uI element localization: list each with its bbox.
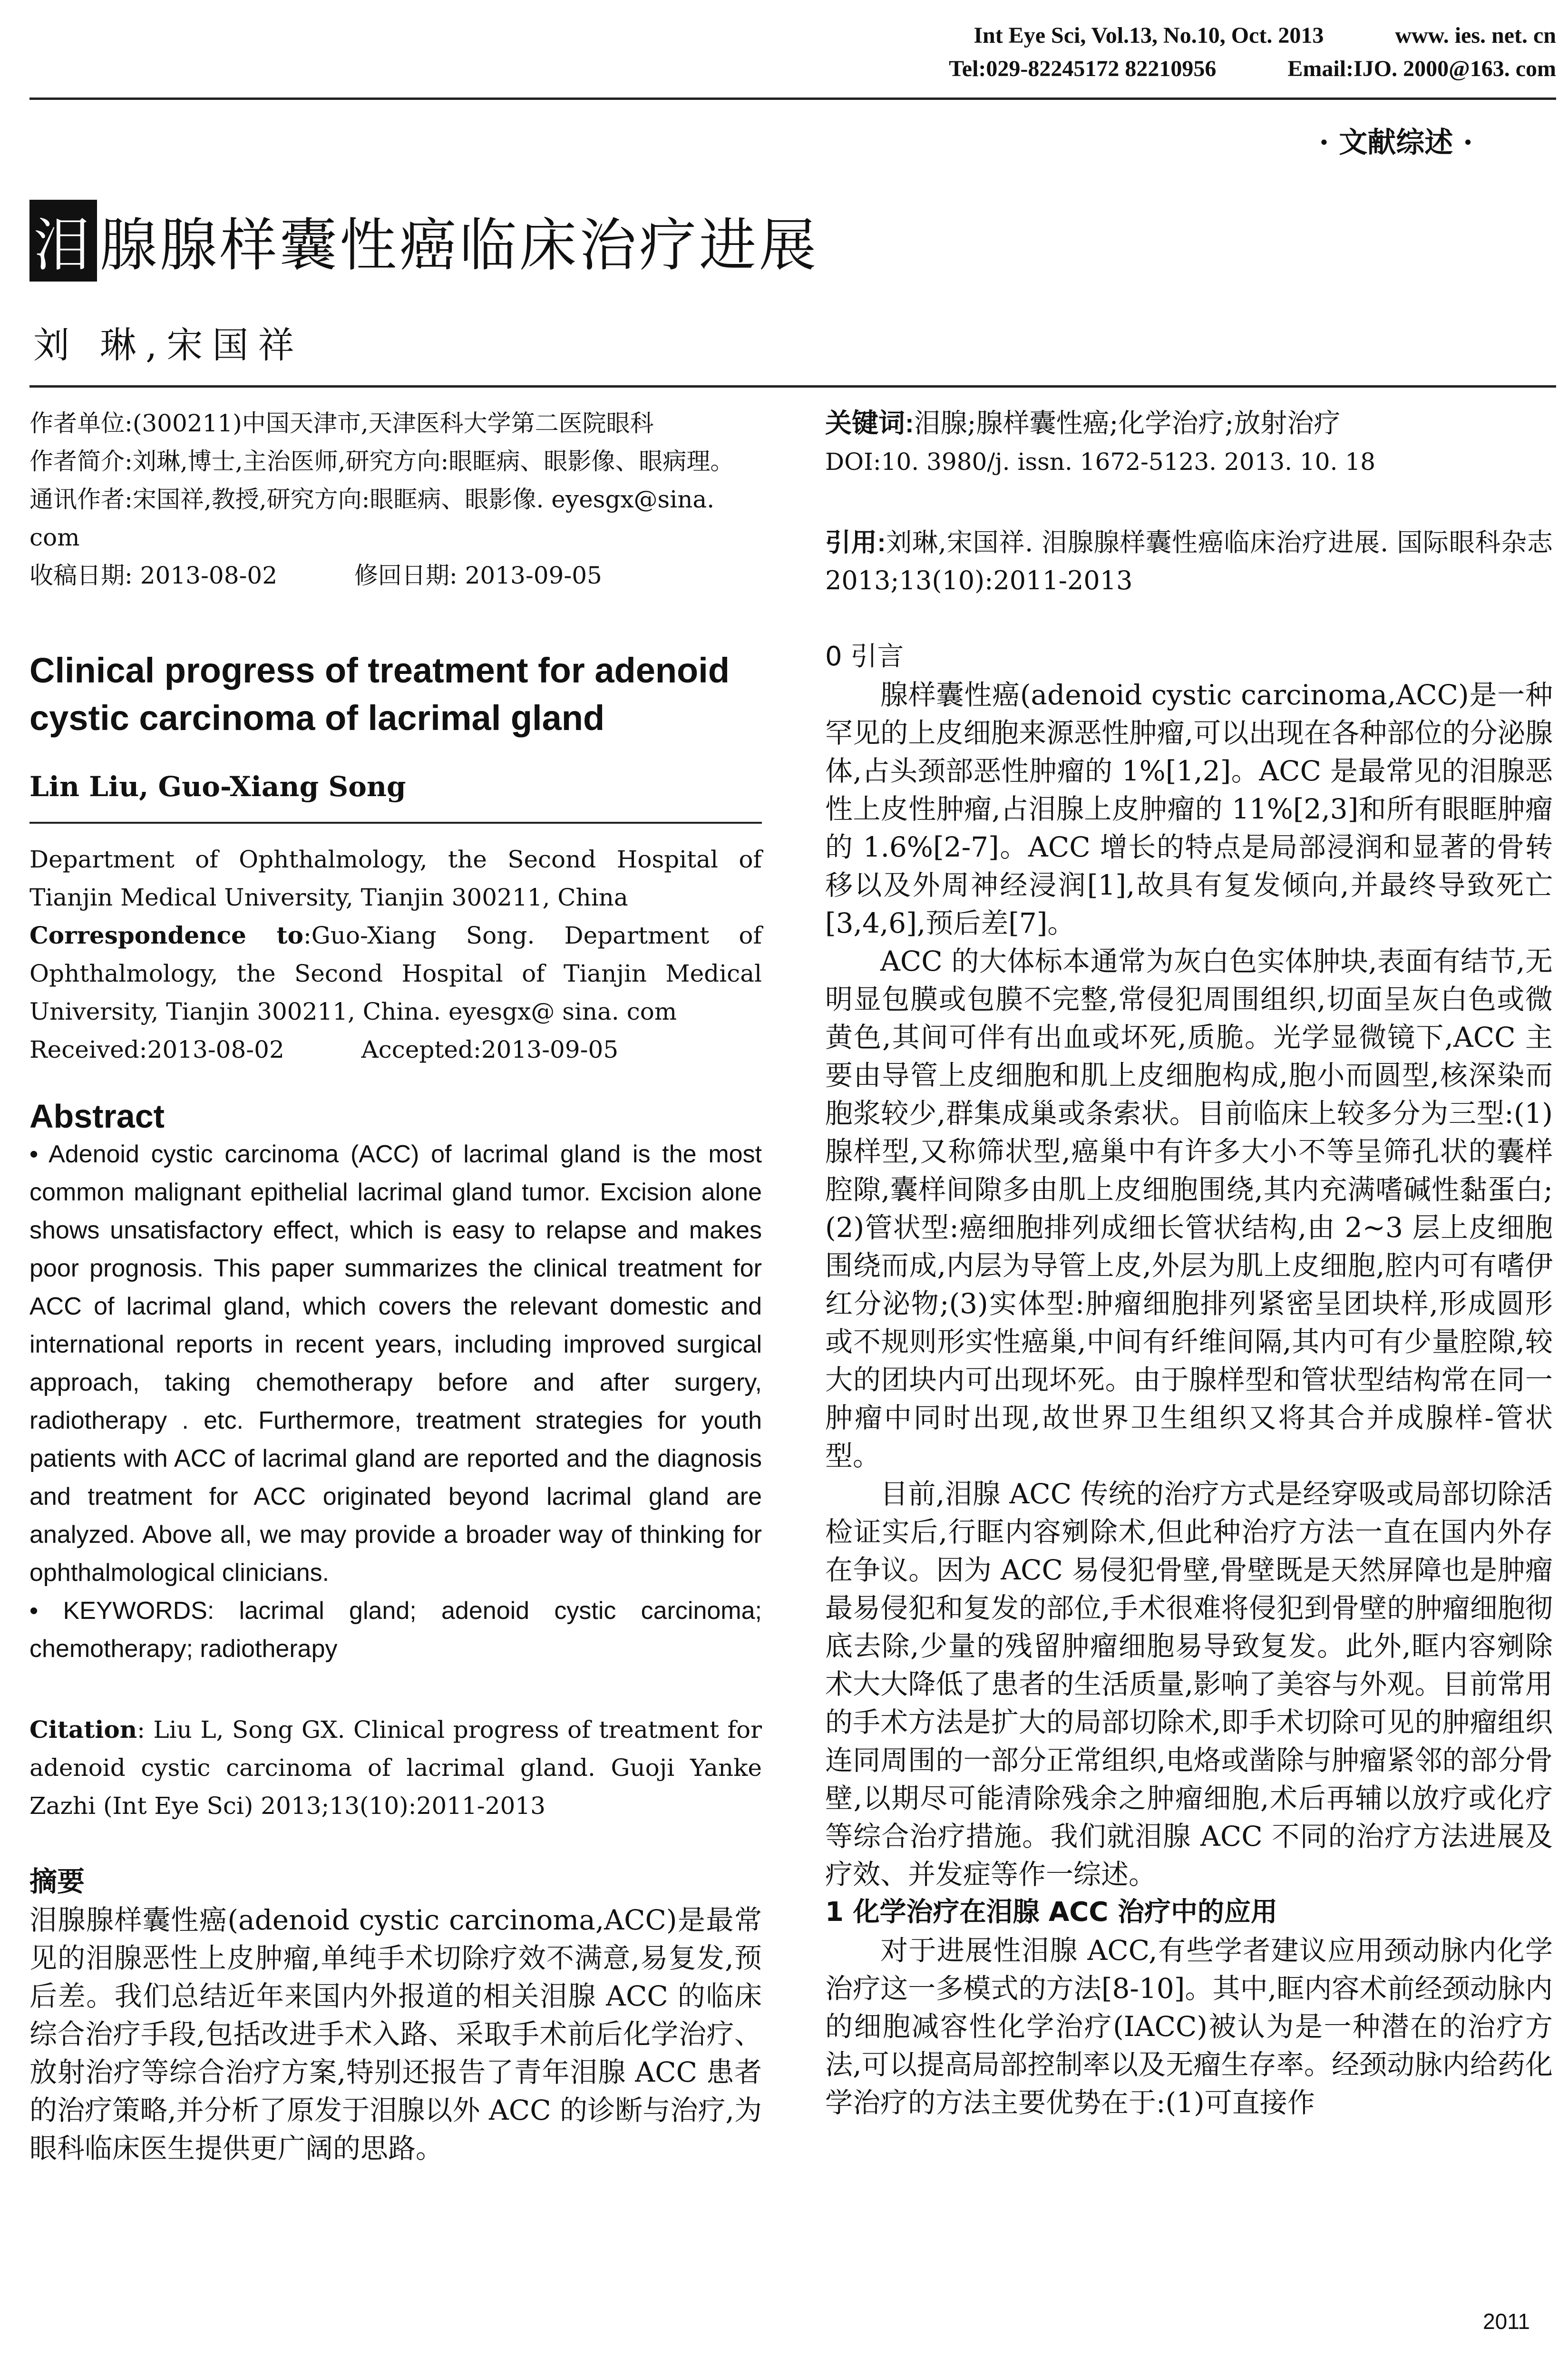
cn-citation-label: 引用: bbox=[825, 528, 886, 557]
dates bbox=[29, 556, 762, 594]
cn-abstract-heading: 摘要 bbox=[29, 1866, 85, 1897]
revised-date: 修回日期: 2013-09-05 bbox=[354, 562, 602, 589]
citation-label: Citation bbox=[29, 1715, 137, 1744]
section-tag: · 文献综述 · bbox=[1319, 126, 1473, 159]
citation bbox=[29, 1711, 762, 1825]
cn-keywords bbox=[825, 404, 1553, 443]
english-authors: Lin Liu, Guo-Xiang Song bbox=[29, 770, 406, 803]
section-1-paragraph-1: 对于进展性泪腺 ACC,有些学者建议应用颈动脉内化学治疗这一多模式的方法[8-10]。其中,眶内容术前经颈动脉内的细胞减容性化学治疗(IACC)被认为是一种潜在的治疗方法,可以提高局部控制率以及无瘤生存率。经颈动脉内给药化学治疗的方法主要优势在于:(1)可直接作 bbox=[825, 1934, 1553, 2119]
cn-keywords-text: 泪腺;腺样囊性癌;化学治疗;放射治疗 bbox=[914, 408, 1341, 439]
title-rule bbox=[29, 385, 1556, 388]
intro-heading: 0 引言 bbox=[825, 641, 904, 672]
intro-paragraph-3: 目前,泪腺 ACC 传统的治疗方式是经穿吸或局部切除活检证实后,行眶内容剜除术,但此种治疗方法一直在国内外存在争议。因为 ACC 易侵犯骨壁,骨壁既是天然屏障也是肿瘤最易侵犯和复发的部位,手术很难将侵犯到骨壁的肿瘤细胞彻底去除,少量的残留肿瘤细胞易导致复发。此外,眶内容剜除术大大降低了患者的生活质量,影响了美容与外观。目前常用的手术方法是扩大的局部切除术,即手术切除可见的肿瘤组织连同周围的一部分正常组织,电烙或凿除与肿瘤紧邻的部分骨壁,以期尽可能清除残余之肿瘤细胞,术后再辅以放疗或化疗等综合治疗措施。我们就泪腺 ACC 不同的治疗方法进展及疗效、并发症等作一综述。 bbox=[825, 1478, 1553, 1890]
en-accepted: Accepted:2013-09-05 bbox=[361, 1036, 619, 1063]
citation-text: : Liu L, Song GX. Clinical progress of treatment for adenoid cystic carcinoma of lacrimal gland. Guoji Yanke Zazhi (Int Eye Sci) 2013;13(10):2011-2013 bbox=[29, 1716, 762, 1820]
journal-info: Int Eye Sci, Vol.13, No.10, Oct. 2013 bbox=[974, 23, 1324, 48]
cn-keywords-label: 关键词: bbox=[825, 408, 914, 438]
affiliation: 作者单位:(300211)中国天津市,天津医科大学第二医院眼科 bbox=[29, 409, 654, 437]
journal-website[interactable]: www. ies. net. cn bbox=[1395, 23, 1556, 48]
cn-citation-text: 刘琳,宋国祥. 泪腺腺样囊性癌临床治疗进展. 国际眼科杂志 2013;13(10):2011-2013 bbox=[825, 527, 1553, 595]
page-number: 2011 bbox=[1483, 2309, 1530, 2334]
title-first-char: 泪 bbox=[29, 200, 97, 282]
section-1-heading: 1 化学治疗在泪腺 ACC 治疗中的应用 bbox=[825, 1897, 1277, 1928]
received-date: 收稿日期: 2013-08-02 bbox=[29, 562, 278, 589]
left-column bbox=[29, 404, 762, 2167]
english-title: Clinical progress of treatment for adenoid cystic carcinoma of lacrimal gland bbox=[29, 651, 730, 738]
journal-tel: Tel:029-82245172 82210956 bbox=[949, 56, 1217, 81]
correspondence bbox=[29, 916, 762, 1031]
correspondence-label: Correspondence to bbox=[29, 921, 303, 949]
cn-citation bbox=[825, 524, 1553, 600]
department: Department of Ophthalmology, the Second Hospital of Tianjin Medical University, Tianjin 300211, China bbox=[29, 846, 762, 911]
keywords-en: • KEYWORDS: lacrimal gland; adenoid cystic carcinoma; chemotherapy; radiotherapy bbox=[29, 1597, 762, 1663]
journal-header bbox=[29, 19, 1556, 86]
authors: 刘 琳,宋国祥 bbox=[33, 324, 304, 366]
en-received: Received:2013-08-02 bbox=[29, 1036, 284, 1063]
abstract-text: • Adenoid cystic carcinoma (ACC) of lacrimal gland is the most common malignant epithelial lacrimal gland tumor. Excision alone shows unsatisfactory effect, which is easy to relapse and makes poor prognosis. This paper summarizes the clinical treatment for ACC of lacrimal gland, which covers the relevant domestic and international reports in recent years, including improved surgical approach, taking chemotherapy before and after surgery, radiotherapy . etc. Furthermore, treatment strategies for youth patients with ACC of lacrimal gland are reported and the diagnosis and treatment for ACC originated beyond lacrimal gland are analyzed. Above all, we may provide a broader way of thinking for ophthalmological clinicians. bbox=[29, 1140, 762, 1587]
correspondence-text: :Guo-Xiang Song. Department of Ophthalmology, the Second Hospital of Tianjin Medical University, Tianjin 300211, China. eyesgx@ sina. com bbox=[29, 922, 762, 1025]
cn-abstract: 泪腺腺样囊性癌(adenoid cystic carcinoma,ACC)是最常见的泪腺恶性上皮肿瘤,单纯手术切除疗效不满意,易复发,预后差。我们总结近年来国内外报道的相关泪腺 ACC 的临床综合治疗手段,包括改进手术入路、采取手术前后化学治疗、放射治疗等综合治疗方案,特别还报告了青年泪腺 ACC 患者的治疗策略,并分析了原发于泪腺以外 ACC 的诊断与治疗,为眼科临床医生提供更广阔的思路。 bbox=[29, 1904, 762, 2164]
journal-email[interactable]: Email:IJO. 2000@163. com bbox=[1287, 56, 1556, 81]
intro-paragraph-2: ACC 的大体标本通常为灰白色实体肿块,表面有结节,无明显包膜或包膜不完整,常侵犯周围组织,切面呈灰白色或微黄色,其间可伴有出血或坏死,质脆。光学显微镜下,ACC 主要由导管上皮细胞和肌上皮细胞构成,胞小而圆型,核深染而胞浆较少,群集成巢或条索状。目前临床上较多分为三型:(1)腺样型,又称筛状型,癌巢中有许多大小不等呈筛孔状的囊样腔隙,囊样间隙多由肌上皮细胞围绕,其内充满嗜碱性黏蛋白;(2)管状型:癌细胞排列成细长管状结构,由 2~3 层上皮细胞围绕而成,内层为导管上皮,外层为肌上皮细胞,腔内可有嗜伊红分泌物;(3)实体型:肿瘤细胞排列紧密呈团块样,形成圆形或不规则形实性癌巢,中间有纤维间隔,其内可有少量腔隙,较大的团块内可出现坏死。由于腺样型和管状型结构常在同一肿瘤中同时出现,故世界卫生组织又将其合并成腺样-管状型。 bbox=[825, 945, 1553, 1472]
abstract-heading: Abstract bbox=[29, 1098, 165, 1135]
corresponding-author: 通讯作者:宋国祥,教授,研究方向:眼眶病、眼影像. eyesgx@sina. com bbox=[29, 486, 715, 551]
page-title bbox=[29, 200, 819, 282]
author-bio: 作者简介:刘琳,博士,主治医师,研究方向:眼眶病、眼影像、眼病理。 bbox=[29, 448, 734, 475]
en-dates bbox=[29, 1031, 762, 1069]
right-column bbox=[825, 404, 1553, 2122]
title-rest: 腺腺样囊性癌临床治疗进展 bbox=[100, 213, 819, 279]
header-rule bbox=[29, 97, 1556, 100]
doi[interactable]: DOI:10. 3980/j. issn. 1672-5123. 2013. 10. 18 bbox=[825, 448, 1376, 476]
intro-paragraph-1: 腺样囊性癌(adenoid cystic carcinoma,ACC)是一种罕见的上皮细胞来源恶性肿瘤,可以出现在各种部位的分泌腺体,占头颈部恶性肿瘤的 1%[1,2]。ACC 是最常见的泪腺恶性上皮性肿瘤,占泪腺上皮肿瘤的 11%[2,3]和所有眼眶肿瘤的 1.6%[2-7]。ACC 增长的特点是局部浸润和显著的骨转移以及外周神经浸润[1],故具有复发倾向,并最终导致死亡[3,4,6],预后差[7]。 bbox=[825, 679, 1553, 939]
